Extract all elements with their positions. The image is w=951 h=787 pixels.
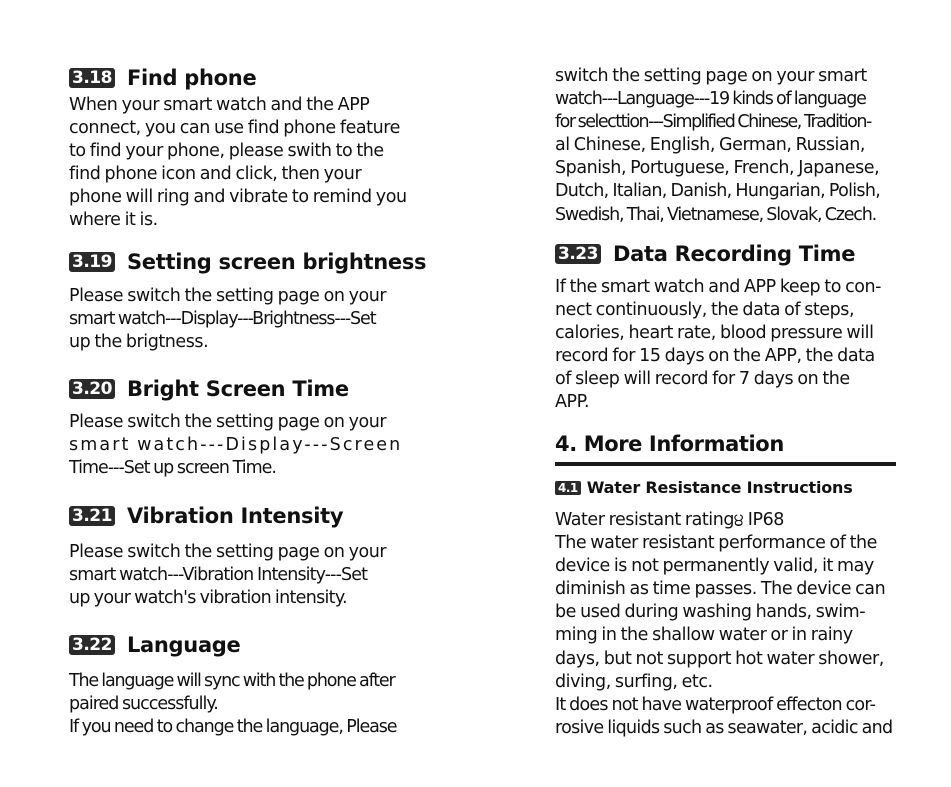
text-line: smart watch---Display---Brightness---Set [69, 309, 376, 330]
text-line: When your smart watch and the APP [69, 95, 370, 115]
section-number-badge: 3.21 [69, 506, 115, 526]
section-3-22-continued-body [555, 65, 907, 227]
text-line: If you need to change the language, Please [69, 717, 397, 738]
text-line: to find your phone, please swith to the [69, 141, 384, 162]
section-title: Data Recording Time [612, 242, 856, 266]
section-title: Water Resistance Instructions [586, 478, 853, 497]
text-line: of sleep will record for 7 days on the [555, 369, 850, 390]
text-line: Time---Set up screen Time. [69, 458, 276, 479]
section-3-19-body [69, 285, 421, 354]
text-line: Water resistant rating੪ IP68 [555, 510, 784, 530]
section-3-22-body [69, 670, 421, 739]
text-line: Spanish, Portuguese, French, Japanese, [555, 158, 880, 179]
section-number-badge: 3.18 [69, 68, 115, 88]
section-3-19-heading [69, 250, 426, 274]
chapter-divider [555, 462, 896, 466]
section-title: Language [126, 633, 241, 657]
text-line: up the brigtness. [69, 332, 209, 353]
text-line: phone will ring and vibrate to remind you [69, 187, 407, 208]
section-title: Find phone [126, 66, 257, 90]
section-number-badge: 3.20 [69, 379, 115, 399]
text-line: al Chinese, English, German, Russian, [555, 135, 865, 156]
text-line: APP. [555, 392, 590, 413]
text-line: record for 15 days on the APP, the data [555, 346, 875, 367]
text-line: rosive liquids such as seawater, acidic and [555, 717, 893, 738]
text-line: Swedish, Thai, Vietnamese, Slovak, Czech. [555, 204, 876, 225]
section-3-18-body [69, 94, 421, 233]
section-3-18-heading [69, 66, 256, 90]
text-line: If the smart watch and APP keep to con- [555, 277, 882, 297]
section-3-22-heading [69, 633, 240, 657]
text-line: connect, you can use find phone feature [69, 118, 400, 139]
text-line: smart watch---Vibration Intensity---Set [69, 565, 368, 586]
section-number-badge: 3.19 [69, 252, 115, 272]
section-number-badge: 3.23 [555, 244, 601, 264]
text-line: The water resistant performance of the [555, 533, 877, 554]
text-line: device is not permanently valid, it may [555, 556, 874, 577]
section-3-21-body [69, 541, 421, 610]
section-3-20-heading [69, 377, 349, 401]
text-line: It does not have waterproof effecton cor- [555, 694, 876, 715]
section-3-23-heading [555, 242, 855, 266]
section-number-badge: 4.1 [555, 481, 581, 495]
text-line: nect continuously, the data of steps, [555, 300, 855, 321]
text-line: diving, surfing, etc. [555, 671, 713, 692]
text-line: where it is. [69, 210, 158, 231]
section-3-21-heading [69, 504, 343, 528]
text-line: paired successfully. [69, 694, 218, 715]
section-3-23-body [555, 276, 907, 415]
text-line: Dutch, Italian, Danish, Hungarian, Polish, [555, 181, 881, 202]
section-3-20-body [69, 411, 421, 480]
section-title: Setting screen brightness [126, 250, 427, 274]
section-4-1-heading [555, 478, 853, 497]
section-4-1-body [555, 509, 907, 740]
text-line: Please switch the setting page on your [69, 286, 387, 306]
text-line: smart watch---Display---Screen [69, 435, 403, 456]
text-line: switch the setting page on your smart [555, 66, 867, 86]
text-line: Please switch the setting page on your [69, 412, 387, 432]
text-line: find phone icon and click, then your [69, 164, 362, 185]
chapter-4-title: 4. More Information [555, 432, 784, 456]
section-number-badge: 3.22 [69, 635, 115, 655]
text-line: ming in the shallow water or in rainy [555, 625, 853, 646]
text-line: diminish as time passes. The device can [555, 579, 886, 600]
text-line: for selecttion---Simplified Chinese, Tradition- [555, 112, 871, 133]
section-title: Bright Screen Time [126, 377, 349, 401]
text-line: up your watch's vibration intensity. [69, 588, 347, 609]
text-line: days, but not support hot water shower, [555, 648, 884, 669]
text-line: be used during washing hands, swim- [555, 602, 866, 623]
text-line: calories, heart rate, blood pressure will [555, 323, 874, 344]
section-title: Vibration Intensity [126, 504, 344, 528]
text-line: watch---Language---19 kinds of language [555, 89, 866, 110]
text-line: Please switch the setting page on your [69, 542, 387, 562]
text-line: The language will sync with the phone after [69, 671, 395, 691]
